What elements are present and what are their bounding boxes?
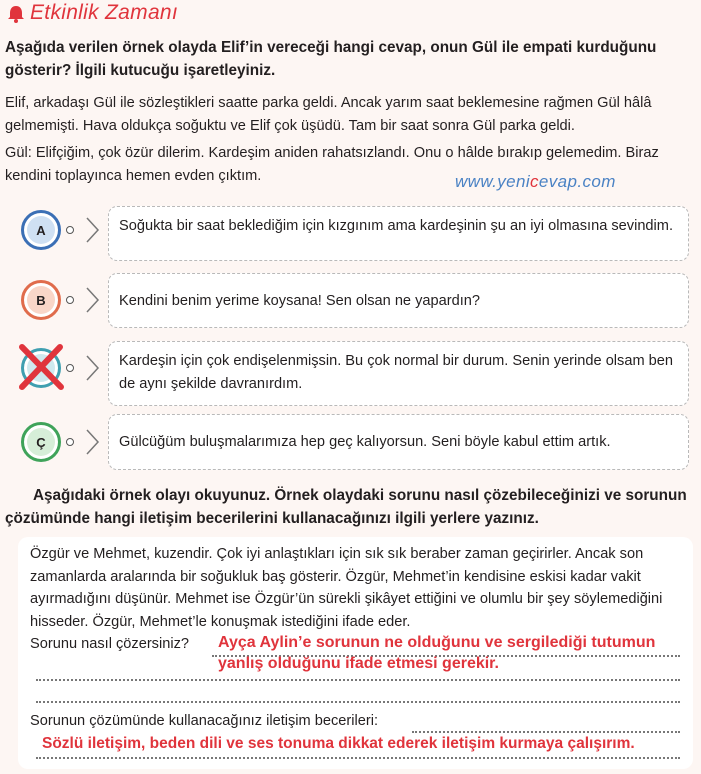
story-paragraph-2: Gül: Elifçiğim, çok özür dilerim. Kardeşim aniden rahatsızlandı. Onu o hâlde bırakıp gelemedim. Biraz kendini toplayınca hemen evden çıktım. [5,145,659,184]
question-1: Aşağıda verilen örnek olayda Elif’in vereceği hangi cevap, onun Gül ile empati kurduğunu gösterir? İlgili kutucuğu işaretleyiniz. [5,39,657,79]
option-b-text: Kendini benim yerime koysana! Sen olsan ne yapardın? [108,273,689,328]
answer-1-text: Ayça Aylin’e sorunun ne olduğunu ve sergilediği tutumun [218,634,656,651]
check-x-mark-icon [17,343,65,391]
answer-2-line-2[interactable] [36,757,680,759]
chevron-right-icon [86,217,100,243]
chevron-right-icon [86,429,100,455]
connector-dot [66,438,74,446]
question-2-line-2: çözümünde hangi iletişim becerilerini kullanacağınızı ilgili yerlere yazınız. [5,510,539,527]
connector-dot [66,296,74,304]
prompt-2-label: Sorunun çözümünde kullanacağınız iletişim becerileri: [30,713,378,729]
connector-dot [66,364,74,372]
option-a-checkbox[interactable]: A [21,210,61,250]
option-cc-text: Gülcüğüm buluşmalarımıza hep geç kalıyorsun. Seni böyle kabul ettim artık. [108,414,689,470]
question-2: Aşağıdaki örnek olayı okuyunuz. Örnek olaydaki sorunu nasıl çözebileceğinizi ve sorunun [33,487,687,504]
chevron-right-icon [86,355,100,381]
answer-1-text-2: yanlış olduğunu ifade etmesi gerekir. [218,655,499,672]
option-a-text: Soğukta bir saat beklediğim için kızgınım ama kardeşinin şu an iyi olmasına sevindim. [108,206,689,261]
option-b-checkbox[interactable]: B [21,280,61,320]
chevron-right-icon [86,287,100,313]
story-paragraph-1: Elif, arkadaşı Gül ile sözleştikleri saatte parka geldi. Ancak yarım saat beklemesine rağmen Gül hâlâ gelmemişti. Hava oldukça soğuktu ve Elif çok üşüdü. Tam bir saat sonra Gül parka geldi. [5,95,652,134]
page-title: Etkinlik Zamanı [30,1,179,24]
story-text: Özgür ve Mehmet, kuzendir. Çok iyi anlaştıkları için sık sık beraber zaman geçirirler. Ancak son zamanlarda aralarında bir soğukluk baş gösterir. Özgür, Mehmet’in kendisine eskisi kadar vakit ayırmadığını düşünür. Mehmet ise Özgür’ün sürekli şikâyet ettiğini ve olumlu bir şey söylemediğini hisseder. Özgür, Mehmet’le konuşmak istediğini ifade eder. [30,546,663,630]
option-cc-checkbox[interactable]: Ç [21,422,61,462]
option-c-text: Kardeşin için çok endişelenmişsin. Bu çok normal bir durum. Senin yerinde olsam ben de aynı şekilde davranırdım. [108,341,689,406]
answer-1-line-3[interactable] [36,701,680,703]
activity-header [0,0,701,28]
bell-icon [6,4,26,24]
prompt-1-label: Sorunu nasıl çözersiniz? [30,636,189,652]
answer-2-text: Sözlü iletişim, beden dili ve ses tonuma dikkat ederek iletişim kurmaya çalışırım. [42,735,635,752]
connector-dot [66,226,74,234]
watermark: www.yenicevap.com [455,172,616,191]
answer-1-line-2[interactable] [36,679,680,681]
